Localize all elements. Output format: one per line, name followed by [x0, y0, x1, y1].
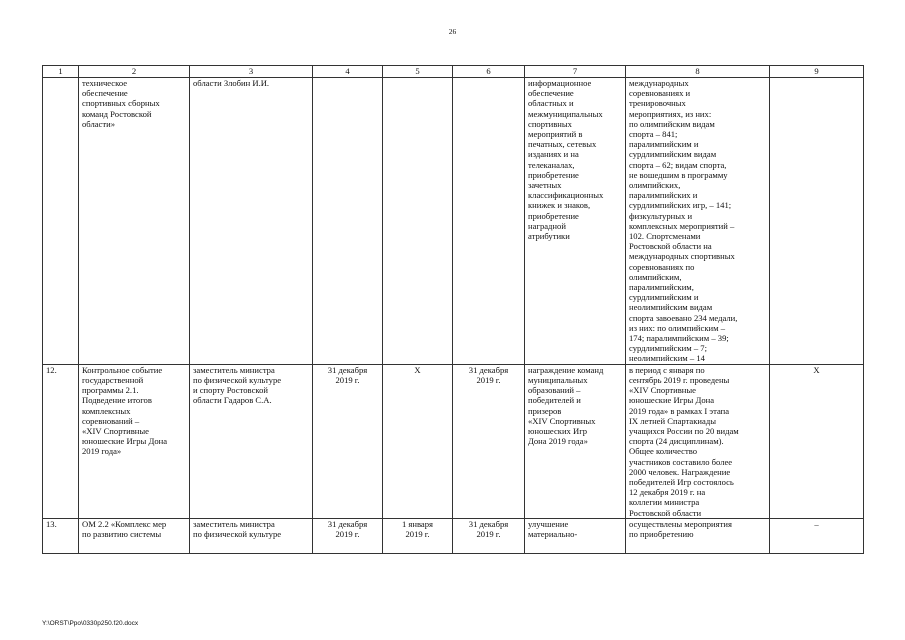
- cell-line: сурдлимпийским – 7;: [629, 343, 707, 354]
- table-cell-col-5: [383, 78, 453, 365]
- cell-line: комплексных мероприятий –: [629, 220, 735, 231]
- table-cell-col-3: [190, 518, 313, 553]
- header-cell: 7: [525, 66, 626, 78]
- cell-line: техническое: [82, 78, 128, 88]
- cell-line: области»: [82, 118, 116, 129]
- table-cell-col-3: [190, 364, 313, 518]
- cell-line: тренировочных: [629, 98, 686, 109]
- cell-line: 2019 г.: [335, 528, 360, 539]
- cell-line: информационное: [528, 78, 592, 88]
- cell-line: 2000 человек. Награждение: [629, 466, 731, 477]
- cell-line: юношеские Игры Дона: [82, 436, 168, 447]
- cell-line: соревнований –: [82, 415, 140, 426]
- page-number: 26: [448, 27, 457, 36]
- cell-line: 2019 г.: [405, 528, 430, 539]
- cell-line: по развитию системы: [82, 528, 162, 539]
- cell-line: паралимпийским,: [629, 282, 694, 293]
- cell-line: Подведение итогов: [82, 395, 152, 406]
- table-row: [43, 78, 864, 365]
- cell-line: учащихся России по 20 видам: [629, 425, 739, 436]
- cell-line: паралимпийских и: [629, 190, 698, 201]
- cell-line: спорта – 841;: [629, 129, 678, 140]
- header-cell: 8: [626, 66, 770, 78]
- cell-line: зачетных: [528, 180, 562, 191]
- cell-line: Ростовской области на: [629, 241, 712, 252]
- cell-line: по физической культуре: [193, 528, 282, 539]
- cell-line: программы 2.1.: [82, 385, 139, 396]
- table-cell-col-9: –: [770, 518, 864, 553]
- cell-line: сурдлимпийским и: [629, 292, 699, 303]
- cell-line: 31 декабря: [327, 364, 368, 375]
- table-cell-col-6: [453, 78, 525, 365]
- header-cell: 4: [313, 66, 383, 78]
- cell-line: участников составило более: [629, 456, 733, 467]
- table-cell-col-6: [453, 518, 525, 553]
- header-cell: 6: [453, 66, 525, 78]
- cell-line: юношеские Игры Дона: [629, 395, 715, 406]
- cell-line: в период с января по: [629, 364, 705, 375]
- cell-line: 2019 года»: [82, 446, 122, 457]
- table-cell-col-1: 12.: [43, 364, 79, 518]
- cell-line: спорта – 62; видам спорта,: [629, 159, 727, 170]
- cell-line: по приобретению: [629, 528, 694, 539]
- cell-line: 2019 г.: [476, 374, 501, 385]
- cell-line: юношеских Игр: [528, 425, 588, 436]
- report-table: [42, 65, 864, 554]
- cell-line: телеканалах,: [528, 159, 575, 170]
- cell-line: 2019 г.: [476, 528, 501, 539]
- cell-line: приобретение: [528, 210, 579, 221]
- cell-line: изданиях и на: [528, 149, 579, 160]
- cell-line: 31 декабря: [468, 518, 509, 529]
- header-cell: 1: [43, 66, 79, 78]
- cell-line: 12 декабря 2019 г. на: [629, 487, 706, 498]
- header-cell: 5: [383, 66, 453, 78]
- cell-line: соревнованиях по: [629, 261, 695, 272]
- cell-line: обеспечение: [528, 88, 574, 99]
- cell-line: спорта завоевано 234 медали,: [629, 312, 738, 323]
- cell-line: печатных, сетевых: [528, 139, 597, 150]
- table-row: [43, 518, 864, 553]
- cell-line: государственной: [82, 374, 144, 385]
- cell-line: неолимпийским – 14: [629, 353, 705, 364]
- cell-line: муниципальных: [528, 374, 588, 385]
- table-cell-col-3: [190, 78, 313, 365]
- cell-line: победителей и: [528, 395, 581, 406]
- table-row: [43, 364, 864, 518]
- cell-line: «XIV Спортивные: [82, 425, 149, 436]
- cell-line: мероприятий в: [528, 129, 583, 140]
- cell-line: и спорту Ростовской: [193, 385, 269, 396]
- cell-line: призеров: [528, 405, 562, 416]
- cell-line: классификационных: [528, 190, 604, 201]
- cell-line: 31 декабря: [468, 364, 509, 375]
- cell-line: команд Ростовской: [82, 108, 152, 119]
- cell-line: Контрольное событие: [82, 364, 163, 375]
- cell-line: победителей Игр состоялось: [629, 476, 734, 487]
- table-cell-col-8: [626, 518, 770, 553]
- table-cell-col-1: 13.: [43, 518, 79, 553]
- cell-line: коллегии министра: [629, 497, 700, 508]
- cell-line: соревнованиях и: [629, 88, 691, 99]
- cell-line: из них: по олимпийским –: [629, 322, 725, 333]
- cell-line: по физической культуре: [193, 374, 282, 385]
- cell-line: межмуниципальных: [528, 108, 603, 119]
- table-cell-col-7: [525, 364, 626, 518]
- table-cell-col-1: [43, 78, 79, 365]
- table-cell-col-5: Х: [383, 364, 453, 518]
- cell-line: областных и: [528, 98, 574, 109]
- cell-line: паралимпийским и: [629, 139, 699, 150]
- cell-line: сурдлимпийским видам: [629, 149, 717, 160]
- header-cell: 3: [190, 66, 313, 78]
- header-cell: 9: [770, 66, 864, 78]
- cell-line: 1 января: [401, 518, 433, 529]
- cell-line: олимпийских,: [629, 180, 681, 191]
- cell-line: 31 декабря: [327, 518, 368, 529]
- cell-line: обеспечение: [82, 88, 128, 99]
- cell-line: заместитель министра: [193, 364, 275, 375]
- header-cell: 2: [79, 66, 190, 78]
- file-path-footer: Y:\ORST\Ppo\0330p250.f20.docx: [42, 620, 139, 627]
- cell-line: международных спортивных: [629, 251, 735, 262]
- cell-line: области Гадаров С.А.: [193, 395, 272, 406]
- cell-line: 2019 года» в рамках I этапа: [629, 405, 730, 416]
- table-cell-col-4: [313, 364, 383, 518]
- cell-line: книжек и знаков,: [528, 200, 591, 211]
- cell-line: неолимпийским видам: [629, 302, 713, 313]
- table-cell-col-9: [770, 78, 864, 365]
- cell-line: по олимпийским видам: [629, 118, 715, 129]
- cell-line: «XIV Спортивные: [629, 385, 696, 396]
- cell-line: IX летней Спартакиады: [629, 415, 716, 426]
- cell-line: атрибутики: [528, 231, 570, 242]
- table-cell-col-7: [525, 518, 626, 553]
- cell-line: мероприятиях, из них:: [629, 108, 712, 119]
- table-cell-col-5: [383, 518, 453, 553]
- cell-line: не вошедшим в программу: [629, 169, 728, 180]
- cell-line: образований –: [528, 385, 581, 396]
- cell-line: Дона 2019 года»: [528, 436, 588, 447]
- table-cell-col-8: [626, 78, 770, 365]
- cell-line: материально-: [528, 528, 578, 539]
- cell-line: международных: [629, 78, 689, 88]
- table-cell-col-2: [79, 78, 190, 365]
- table-cell-col-2: [79, 518, 190, 553]
- cell-line: награждение команд: [528, 364, 604, 375]
- cell-line: улучшение: [528, 518, 569, 529]
- cell-line: наградной: [528, 220, 566, 231]
- table-cell-col-9: Х: [770, 364, 864, 518]
- cell-line: сурдлимпийских игр, – 141;: [629, 200, 732, 211]
- cell-line: Общее количество: [629, 446, 697, 457]
- cell-line: осуществлены мероприятия: [629, 518, 732, 529]
- table-header-row: [43, 66, 864, 78]
- cell-line: области Злобин И.И.: [193, 78, 270, 88]
- cell-line: спортивных сборных: [82, 98, 160, 109]
- cell-line: спортивных: [528, 118, 572, 129]
- cell-line: 102. Спортсменами: [629, 231, 701, 242]
- table-cell-col-4: [313, 518, 383, 553]
- table-cell-col-8: [626, 364, 770, 518]
- cell-line: «XIV Спортивных: [528, 415, 596, 426]
- table-cell-col-4: [313, 78, 383, 365]
- cell-line: приобретение: [528, 169, 579, 180]
- cell-line: заместитель министра: [193, 518, 275, 529]
- cell-line: комплексных: [82, 405, 131, 416]
- cell-line: 174; паралимпийским – 39;: [629, 333, 729, 344]
- cell-line: физкультурных и: [629, 210, 693, 221]
- table-cell-col-7: [525, 78, 626, 365]
- cell-line: 2019 г.: [335, 374, 360, 385]
- cell-line: олимпийским,: [629, 271, 682, 282]
- table-cell-col-6: [453, 364, 525, 518]
- table-cell-col-2: [79, 364, 190, 518]
- cell-line: ОМ 2.2 «Комплекс мер: [82, 518, 167, 529]
- cell-line: Ростовской области: [629, 507, 702, 518]
- cell-line: спорта (24 дисциплинам).: [629, 436, 724, 447]
- cell-line: сентябрь 2019 г. проведены: [629, 374, 730, 385]
